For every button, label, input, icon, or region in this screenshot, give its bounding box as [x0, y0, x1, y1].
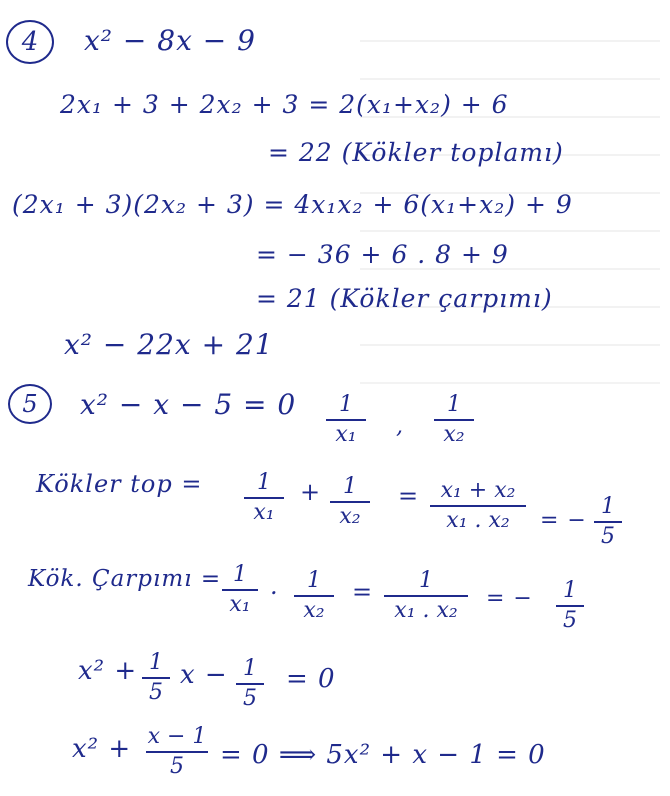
prod-fraction-3	[384, 568, 468, 624]
fraction-bar	[556, 605, 584, 607]
sum-fraction-3-denominator: x₁ . x₂	[446, 508, 510, 533]
sum-plus-sign: +	[300, 478, 322, 506]
root-reciprocal-1	[326, 392, 366, 448]
new-eq-fraction-1-numerator: 1	[149, 650, 163, 675]
fraction-bar	[326, 419, 366, 421]
problem-4-product-step: = − 36 + 6 . 8 + 9	[256, 240, 509, 269]
sum-fraction-3	[430, 478, 526, 534]
sum-fraction-3-numerator: x₁ + x₂	[440, 478, 516, 503]
new-eq-fraction-2-denominator: 5	[243, 686, 257, 711]
new-eq-fraction-1	[142, 650, 170, 706]
prod-equals-2: = −	[486, 586, 533, 611]
problem-4-header: x² − 8x − 9	[84, 24, 256, 57]
problem-5-number-circle	[8, 384, 52, 424]
sum-equals-1: =	[398, 482, 420, 510]
sum-fraction-1-numerator: 1	[257, 470, 271, 495]
fraction-bar	[430, 505, 526, 507]
fraction-bar	[142, 677, 170, 679]
root-reciprocal-2-denominator: x₂	[443, 422, 465, 447]
fraction-bar	[384, 595, 468, 597]
fraction-bar	[222, 589, 258, 591]
fraction-bar	[146, 751, 208, 753]
root-reciprocal-1-denominator: x₁	[335, 422, 357, 447]
fraction-bar	[236, 683, 264, 685]
sum-fraction-4	[594, 494, 622, 550]
problem-4-number: 4	[21, 27, 39, 57]
prod-fraction-4	[556, 578, 584, 634]
fraction-bar	[594, 521, 622, 523]
sum-fraction-1	[244, 470, 284, 526]
sum-fraction-2-denominator: x₂	[339, 504, 361, 529]
sum-fraction-4-denominator: 5	[601, 524, 615, 549]
problem-5-equation: x² − x − 5 = 0	[80, 388, 297, 421]
prod-fraction-1-denominator: x₁	[229, 592, 251, 617]
new-eq-fraction-2-numerator: 1	[243, 656, 257, 681]
root-reciprocal-2-numerator: 1	[447, 392, 461, 417]
sum-fraction-4-numerator: 1	[601, 494, 615, 519]
new-equation-start: x² +	[78, 656, 138, 686]
sum-fraction-2-numerator: 1	[343, 474, 357, 499]
fraction-bar	[330, 501, 370, 503]
new-equation-end: = 0	[286, 664, 336, 694]
problem-4-final-equation: x² − 22x + 21	[64, 328, 274, 361]
prod-fraction-3-numerator: 1	[419, 568, 433, 593]
sum-equals-2: = −	[540, 508, 587, 533]
problem-5-number: 5	[22, 390, 38, 418]
new-equation-middle: x −	[180, 660, 228, 690]
root-reciprocal-1-numerator: 1	[339, 392, 353, 417]
new-eq-fraction-2	[236, 656, 264, 712]
prod-fraction-3-denominator: x₁ . x₂	[394, 598, 458, 623]
sum-fraction-2	[330, 474, 370, 530]
new-eq-fraction-1-denominator: 5	[149, 680, 163, 705]
final-equation-start: x² +	[72, 734, 132, 764]
root-separator: ,	[396, 414, 404, 439]
fraction-bar	[434, 419, 474, 421]
root-reciprocal-2	[434, 392, 474, 448]
problem-4-product-expression: (2x₁ + 3)(2x₂ + 3) = 4x₁x₂ + 6(x₁+x₂) + 9	[12, 190, 573, 219]
prod-fraction-4-numerator: 1	[563, 578, 577, 603]
sum-of-roots-label: Kökler top =	[36, 470, 203, 498]
problem-4-sum-result: = 22 (Kökler toplamı)	[268, 138, 564, 167]
problem-4-number-circle	[6, 20, 54, 64]
prod-fraction-2-denominator: x₂	[303, 598, 325, 623]
fraction-bar	[294, 595, 334, 597]
prod-fraction-2	[294, 568, 334, 624]
sum-fraction-1-denominator: x₁	[253, 500, 275, 525]
final-eq-fraction-denominator: 5	[170, 754, 184, 779]
final-eq-fraction-numerator: x − 1	[147, 724, 207, 749]
problem-4-product-result: = 21 (Kökler çarpımı)	[256, 284, 553, 313]
prod-fraction-1	[222, 562, 258, 618]
prod-fraction-4-denominator: 5	[563, 608, 577, 633]
problem-4-sum-expression: 2x₁ + 3 + 2x₂ + 3 = 2(x₁+x₂) + 6	[60, 90, 509, 119]
product-of-roots-label: Kök. Çarpımı =	[28, 566, 222, 592]
final-equation-result: = 0 ⟹ 5x² + x − 1 = 0	[220, 740, 546, 770]
final-eq-fraction	[146, 724, 208, 780]
prod-equals-1: =	[352, 578, 374, 606]
prod-fraction-1-numerator: 1	[233, 562, 247, 587]
prod-fraction-2-numerator: 1	[307, 568, 321, 593]
fraction-bar	[244, 497, 284, 499]
prod-dot: .	[270, 572, 279, 600]
